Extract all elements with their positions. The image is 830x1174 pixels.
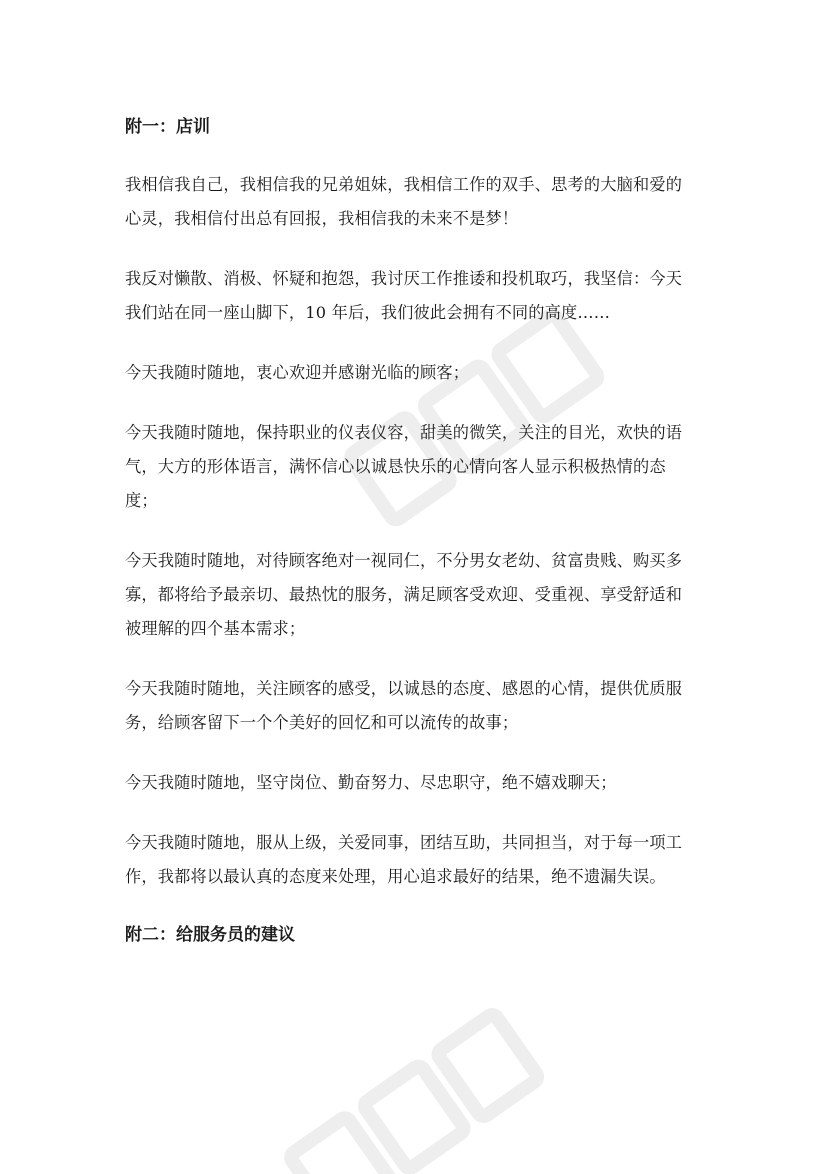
paragraph-line: 我们站在同一座山脚下，10 年后，我们彼此会拥有不同的高度…… <box>125 303 611 322</box>
paragraph-3 <box>125 356 705 390</box>
paragraph-line: 今天我随时随地，关注顾客的感受，以诚恳的态度、感恩的心情，提供优质服 <box>125 679 683 698</box>
paragraph-line: 今天我随时随地，对待顾客绝对一视同仁，不分男女老幼、贫富贵贱、购买多 <box>125 551 683 570</box>
paragraph-line: 寡，都将给予最亲切、最热忱的服务，满足顾客受欢迎、受重视、享受舒适和 <box>125 585 683 604</box>
paragraph-line: 今天我随时随地，衷心欢迎并感谢光临的顾客； <box>125 363 470 382</box>
section-heading-2: 附二：给服务员的建议 <box>125 925 295 945</box>
paragraph-5 <box>125 544 705 646</box>
paragraph-2 <box>125 262 705 330</box>
paragraph-line: 今天我随时随地，坚守岗位、勤奋努力、尽忠职守，绝不嬉戏聊天； <box>125 773 617 792</box>
paragraph-1 <box>125 168 705 236</box>
section-heading-1: 附一：店训 <box>125 117 210 137</box>
paragraph-line: 作，我都将以最认真的态度来处理，用心追求最好的结果，绝不遗漏失误。 <box>125 867 666 886</box>
document-body <box>125 112 705 976</box>
paragraph-6 <box>125 672 705 740</box>
paragraph-line: 气，大方的形体语言，满怀信心以诚恳快乐的心情向客人显示积极热情的态 <box>125 457 666 476</box>
paragraph-8 <box>125 826 705 894</box>
paragraph-line: 被理解的四个基本需求； <box>125 619 306 638</box>
paragraph-line: 度； <box>125 491 158 510</box>
paragraph-line: 今天我随时随地，保持职业的仪表仪容，甜美的微笑，关注的目光，欢快的语 <box>125 423 683 442</box>
paragraph-line: 我相信我自己，我相信我的兄弟姐妹，我相信工作的双手、思考的大脑和爱的 <box>125 175 683 194</box>
paragraph-line: 务，给顾客留下一个个美好的回忆和可以流传的故事； <box>125 713 519 732</box>
paragraph-line: 今天我随时随地，服从上级，关爱同事，团结互助，共同担当，对于每一项工 <box>125 833 683 852</box>
paragraph-4 <box>125 416 705 518</box>
paragraph-line: 我反对懒散、消极、怀疑和抱怨，我讨厌工作推诿和投机取巧，我坚信：今天 <box>125 269 683 288</box>
paragraph-line: 心灵，我相信付出总有回报，我相信我的未来不是梦！ <box>125 209 519 228</box>
paragraph-7 <box>125 766 705 800</box>
